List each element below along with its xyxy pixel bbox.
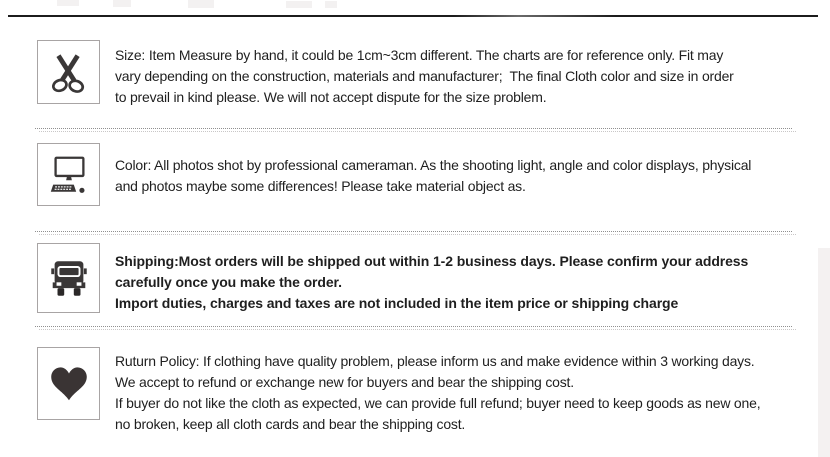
size-text-line: Size: Item Measure by hand, it could be 1cm~3cm different. The charts are for reference only. Fit may [115,47,724,63]
section-separator [35,231,792,232]
computer-icon [37,143,100,206]
cropped-text-remnant [57,0,79,6]
return-text-line: We accept to refund or exchange new for buyers and bear the shipping cost. [115,374,574,390]
section-color [0,143,830,223]
return-text-line: Ruturn Policy: If clothing have quality problem, please inform us and make evidence within 3 working days. [115,353,755,369]
return-text-line: If buyer do not like the cloth as expected, we can provide full refund; buyer need to keep goods as new one, [115,395,761,411]
shipping-text-line: Shipping:Most orders will be shipped out within 1-2 business days. Please confirm your address [115,253,749,269]
scissors-icon [37,40,100,104]
section-separator [35,326,792,327]
heart-icon [37,347,100,420]
page-edge-strip [818,248,830,457]
cropped-text-remnant [188,0,214,8]
shipping-text-line: carefully once you make the order. [115,274,342,290]
size-text-line: to prevail in kind please. We will not accept dispute for the size problem. [115,89,547,105]
return-text-line: no broken, keep all cloth cards and bear the shipping cost. [115,416,466,432]
cropped-text-remnant [286,1,312,8]
cropped-text-remnant [113,0,131,7]
section-separator [35,128,792,129]
shipping-text-line: Import duties, charges and taxes are not included in the item price or shipping charge [115,295,679,311]
section-return-policy [0,347,830,442]
color-text-line: and photos maybe some differences! Please take material object as. [115,178,526,194]
section-shipping [0,243,830,327]
truck-icon [37,243,100,313]
section-size [0,40,830,128]
size-text-line: vary depending on the construction, materials and manufacturer; The final Cloth color and size in order [115,68,734,84]
cropped-text-remnant [325,1,337,8]
color-text-line: Color: All photos shot by professional cameraman. As the shooting light, angle and color displays, physical [115,157,752,173]
top-divider-line [8,15,818,17]
